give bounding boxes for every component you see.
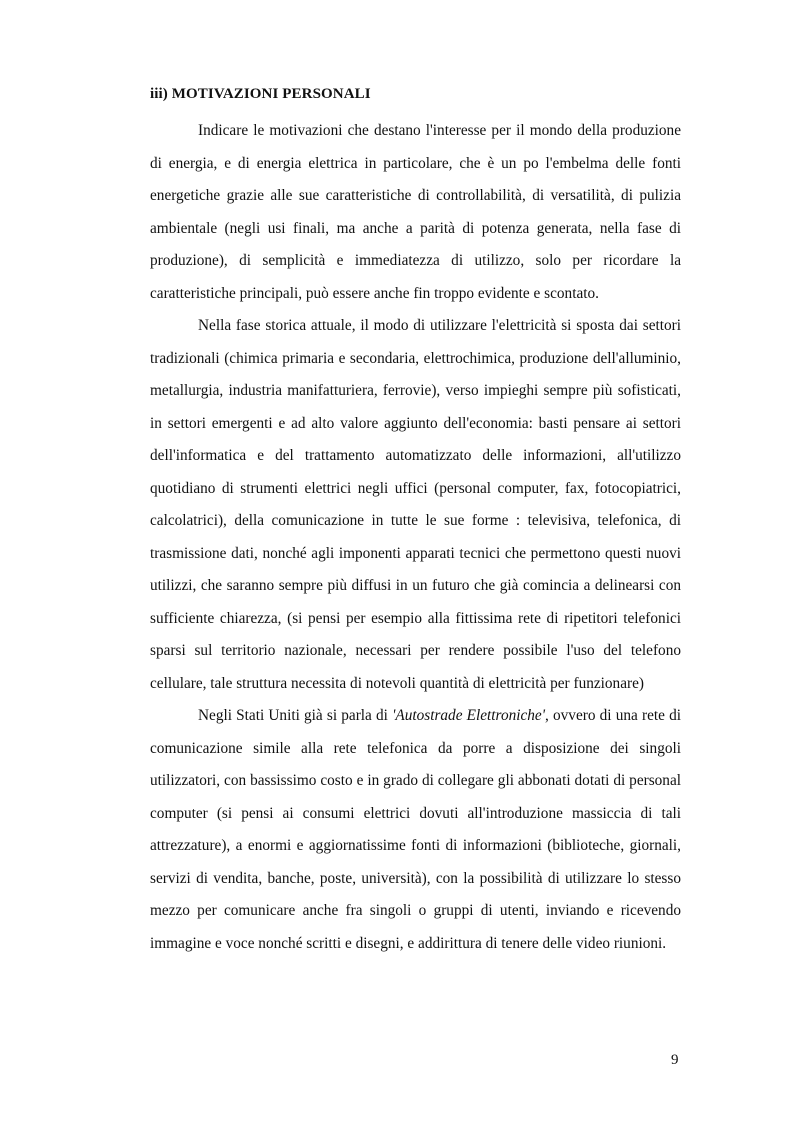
page-number: 9	[671, 1052, 679, 1068]
section-heading: iii) MOTIVAZIONI PERSONALI	[150, 86, 371, 102]
paragraph-motivations: Indicare le motivazioni che destano l'interesse per il mondo della produzione di energia, e di energia elettrica in particolare, che è un po l'embelma delle fonti energetiche grazie alle sue caratteristiche di controllabilità, di versatilità, di pulizia ambientale (negli usi finali, ma anche a parità di potenza generata, nella fase di produzione), di semplicità e immediatezza di utilizzo, solo per ricordare la caratteristiche principali, può essere anche fin troppo evidente e scontato.	[150, 122, 681, 302]
paragraph-united-states-rest: , ovvero di una rete di comunicazione simile alla rete telefonica da porre a disposizione dei singoli utilizzatori, con bassissimo costo e in grado di collegare gli abbonati dotati di personal computer (si pensi ai consumi elettrici dovuti all'introduzione massiccia di tali attrezzature), a enormi e aggiornatissime fonti di informazioni (biblioteche, giornali, servizi di vendita, banche, poste, università), con la possibilità di utilizzare lo stesso mezzo per comunicare anche fra singoli o gruppi di utenti, inviando e ricevendo immagine e voce nonché scritti e disegni, e addirittura di tenere delle video riunioni.	[150, 707, 682, 952]
paragraph-united-states	[150, 700, 681, 960]
body-text	[150, 115, 681, 960]
paragraph-united-states-intro: Negli Stati Uniti già si parla di	[198, 707, 393, 724]
electronic-highways-term: 'Autostrade Elettroniche'	[392, 707, 545, 724]
paragraph-historical-phase: Nella fase storica attuale, il modo di utilizzare l'elettricità si sposta dai settori tradizionali (chimica primaria e secondaria, elettrochimica, produzione dell'alluminio, metallurgia, industria manifatturiera, ferrovie), verso impieghi sempre più sofisticati, in settori emergenti e ad alto valore aggiunto dell'economia: basti pensare ai settori dell'informatica e del trattamento automatizzato delle informazioni, all'utilizzo quotidiano di strumenti elettrici negli uffici (personal computer, fax, fotocopiatrici, calcolatrici), della comunicazione in tutte le sue forme : televisiva, telefonica, di trasmissione dati, nonché agli imponenti apparati tecnici che permettono questi nuovi utilizzi, che saranno sempre più diffusi in un futuro che già comincia a delinearsi con sufficiente chiarezza, (si pensi per esempio alla fittissima rete di ripetitori telefonici sparsi sul territorio nazionale, necessari per rendere possibile l'uso del telefono cellulare, tale struttura necessita di notevoli quantità di elettricità per funzionare)	[150, 317, 681, 692]
